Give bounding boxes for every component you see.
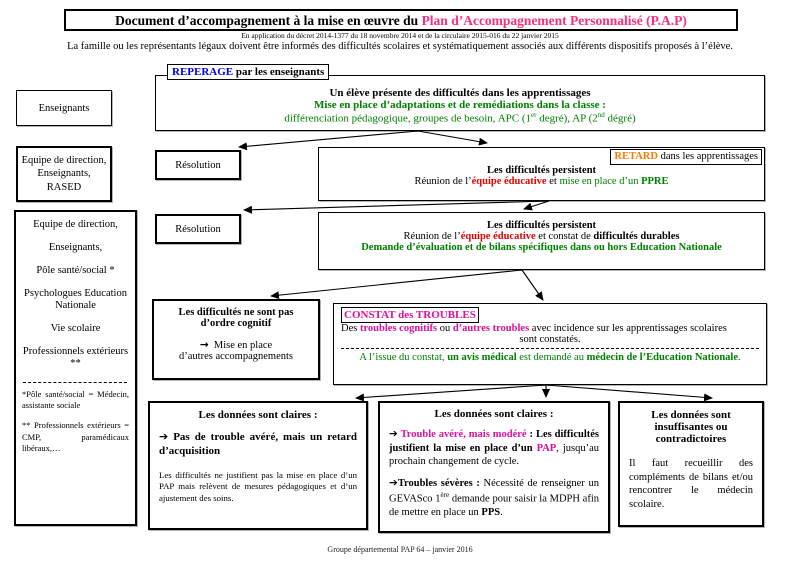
outcome-paragraph-modere: ➔ Trouble avéré, mais modéré : Les difficultés justifient la mise en place d’un PAP, jusqu’au prochain changement de cycle. — [389, 428, 599, 468]
bold-arrow-icon: ➔ — [389, 428, 398, 440]
stage3-line2: Réunion de l’équipe éducative et constat de difficultés durables — [403, 231, 680, 242]
stage3-line1: Les difficultés persistent — [486, 220, 597, 231]
noncog-title-line: d’ordre cognitif — [200, 318, 272, 329]
team-item: Professionnels extérieurs ** — [22, 346, 129, 370]
stage2-line2: Réunion de l’équipe éducative et mise en place d’un PPRE — [414, 176, 669, 187]
footnote-professionnels: ** Professionnels extérieurs = CMP, paramédicaux libéraux,… — [22, 420, 129, 454]
resolution-box-1 — [155, 150, 241, 180]
sidebar-box1-label: Enseignants — [38, 102, 90, 114]
connector-stage3-to-constat — [522, 270, 543, 300]
retard-badge — [610, 149, 762, 165]
team-item: Enseignants, — [48, 242, 103, 254]
sidebar-box-direction — [16, 146, 112, 202]
footnote-separator — [23, 382, 127, 383]
document-title — [64, 9, 738, 31]
title-black-part: Document d’accompagnement à la mise en œuvre du — [115, 13, 422, 28]
outcome-box-retard-acquisition — [148, 401, 368, 530]
connector-constat-to-outcome1 — [356, 385, 546, 398]
resolution-box-2 — [155, 214, 241, 244]
constat-line2: sont constatés. — [519, 334, 581, 345]
outcome-paragraph-severe: ➔Troubles sévères : Nécessité de renseigner un GEVASco 1ère demande pour saisir la MDPH afin de mettre en place un PPS. — [389, 476, 599, 518]
connector-stage2-to-stage3 — [524, 201, 549, 209]
constat-conclusion: A l’issue du constat, un avis médical est demandé au médecin de l’Education Nationale. — [359, 352, 741, 363]
reperage-rest: par les enseignants — [233, 66, 325, 78]
team-item: Equipe de direction, — [33, 219, 118, 230]
stage2-persist-box — [318, 147, 765, 201]
noncog-body-line2: d’autres accompagnements — [179, 351, 293, 362]
reperage-word: REPERAGE — [172, 66, 234, 78]
resolution-label: Résolution — [175, 159, 221, 171]
outcome-title-line: insuffisantes ou — [654, 421, 728, 433]
stage1-reperage-box — [155, 75, 765, 131]
connector-stage1-to-resolution1 — [239, 131, 418, 147]
constat-box — [333, 303, 767, 385]
outcome-box-insufficient — [618, 401, 764, 527]
stage1-line1: Un élève présente des difficultés dans les apprentissages — [329, 87, 591, 99]
title-pink-part: Plan d’Accompagnement Personnalisé (P.A.P) — [421, 13, 687, 28]
stage3-durable-box — [318, 212, 765, 270]
connector-constat-to-outcome3 — [546, 385, 712, 398]
noncog-title-line: Les difficultés ne sont pas — [178, 307, 294, 318]
constat-separator — [341, 348, 759, 349]
team-item: Psychologues Education Nationale — [24, 288, 127, 312]
team-item: Pôle santé/social * — [36, 265, 115, 277]
connector-stage1-to-stage2 — [418, 131, 487, 143]
constat-title: CONSTAT des TROUBLES — [341, 307, 479, 323]
stage3-line3: Demande d’évaluation et de bilans spécifiques dans ou hors Education Nationale — [361, 242, 722, 253]
reperage-label — [167, 64, 329, 80]
sidebar-box2-line: RASED — [46, 181, 82, 193]
non-cognitive-box — [152, 299, 320, 380]
outcome-box-trouble-avere — [378, 401, 610, 533]
connector-stage3-to-noncognitive — [271, 270, 522, 296]
sidebar-box-enseignants — [16, 90, 112, 126]
resolution-label: Résolution — [175, 223, 221, 235]
outcome-body: Les difficultés ne justifient pas la mise en place d’un PAP mais relèvent de mesures pédagogiques et d’un ajustement des soins. — [159, 469, 357, 504]
bold-arrow-icon: ➔ — [389, 476, 398, 489]
outcome-title: Les données sont claires : — [434, 408, 554, 420]
retard-word: RETARD — [614, 151, 658, 162]
stage2-line1: Les difficultés persistent — [486, 165, 597, 176]
right-arrow-icon: → — [199, 339, 209, 351]
outcome-title-line: Les données sont — [651, 409, 731, 421]
outcome-title-line: contradictoires — [655, 433, 727, 445]
stage1-line2: Mise en place d’adaptations et de remédiations dans la classe : — [314, 99, 606, 111]
decree-subtitle: En application du décret 2014-1377 du 18 novembre 2014 et de la circulaire 2015-016 du 22 janvier 2015 — [241, 31, 559, 40]
stage1-line3: différenciation pédagogique, groupes de besoin, APC (1er degré), AP (2nd dégré) — [284, 111, 636, 125]
sidebar-box2-line: Equipe de direction, — [21, 154, 107, 166]
sidebar-box2-line: Enseignants, — [37, 168, 91, 180]
constat-line1: Des troubles cognitifs ou d’autres troubles avec incidence sur les apprentissages scolaires — [341, 323, 727, 334]
footer-note: Groupe départemental PAP 64 – janvier 2016 — [327, 545, 473, 554]
outcome-body: Il faut recueillir des compléments de bilans et/ou rencontrer le médecin scolaire. — [629, 458, 753, 510]
retard-rest: dans les apprentissages — [657, 151, 758, 162]
sidebar-box-team — [14, 210, 137, 526]
outcome-title: Les données sont claires : — [198, 409, 318, 421]
intro-text: La famille ou les représentants légaux doivent être informés des difficultés scolaires et systématiquement associés aux différents dispositifs proposés à l’élève. — [67, 41, 733, 52]
noncog-body-line1: → Mise en place — [199, 339, 273, 351]
connector-stage2-to-resolution2 — [244, 201, 549, 210]
bold-arrow-icon: ➔ — [159, 430, 169, 443]
outcome-lead: ➔ Pas de trouble avéré, mais un retard d’acquisition — [159, 430, 357, 458]
footnote-pole-sante: *Pôle santé/social = Médecin, assistante sociale — [22, 388, 129, 410]
team-item: Vie scolaire — [50, 323, 101, 335]
